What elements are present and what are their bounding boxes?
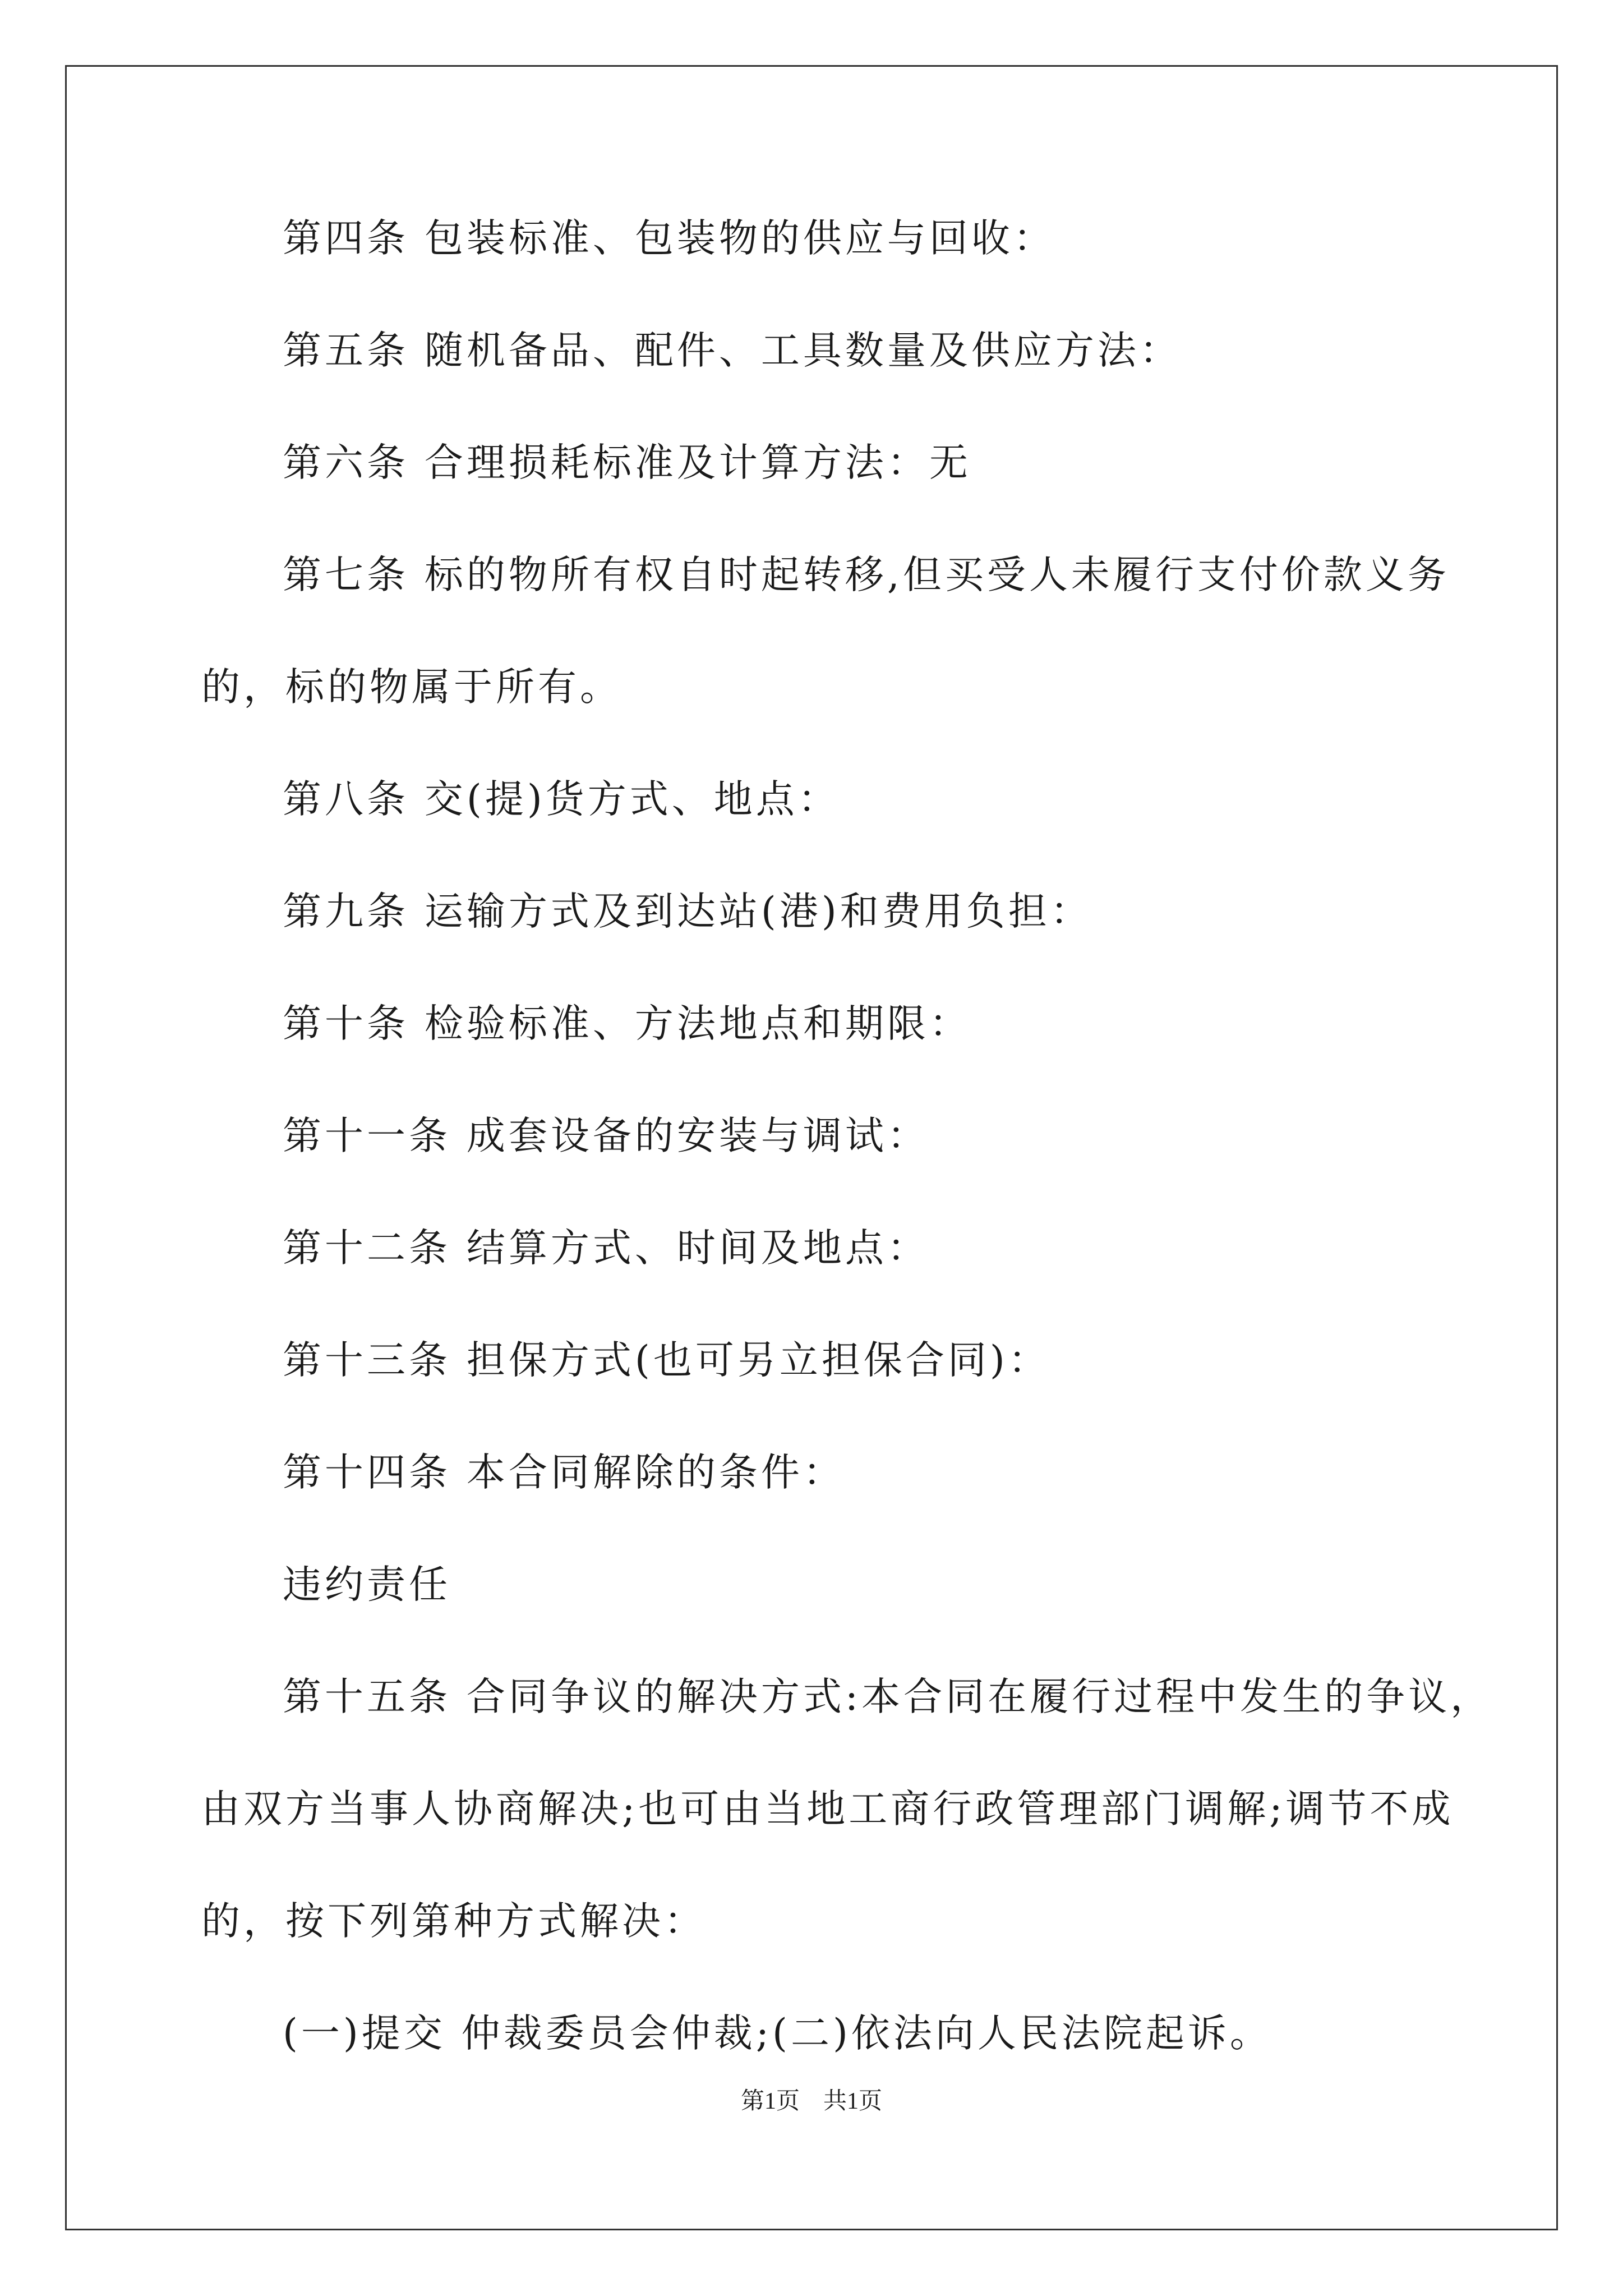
clause-6: 第六条 合理损耗标准及计算方法：无 [283, 440, 971, 485]
clause-7: 第七条 标的物所有权自时起转移,但买受人未履行支付价款义务 [283, 553, 1450, 597]
clause-5: 第五条 随机备品、配件、工具数量及供应方法： [283, 328, 1182, 373]
clause-12: 第十二条 结算方式、时间及地点： [283, 1226, 929, 1271]
clause-13: 第十三条 担保方式(也可另立担保合同)： [283, 1338, 1050, 1383]
clause-11: 第十一条 成套设备的安装与调试： [283, 1114, 929, 1158]
clause-4: 第四条 包装标准、包装物的供应与回收： [283, 216, 1055, 261]
clause-15-options: (一)提交 仲裁委员会仲裁;(二)依法向人民法院起诉。 [283, 2011, 1272, 2056]
clause-15-continued-2: 的，按下列第种方式解决： [201, 1899, 706, 1944]
clause-10: 第十条 检验标准、方法地点和期限： [283, 1001, 971, 1046]
clause-15: 第十五条 合同争议的解决方式:本合同在履行过程中发生的争议， [283, 1674, 1493, 1719]
clause-8: 第八条 交(提)货方式、地点： [283, 777, 840, 822]
page-footer: 第1页 共1页 [740, 2088, 882, 2114]
clause-15-continued-1: 由双方当事人协商解决;也可由当地工商行政管理部门调解;调节不成 [201, 1787, 1454, 1832]
clause-14: 第十四条 本合同解除的条件： [283, 1450, 845, 1495]
clause-9: 第九条 运输方式及到达站(港)和费用负担： [283, 889, 1092, 934]
clause-7-continued: 的，标的物属于所有。 [201, 665, 622, 710]
section-heading-liability: 违约责任 [283, 1562, 451, 1607]
